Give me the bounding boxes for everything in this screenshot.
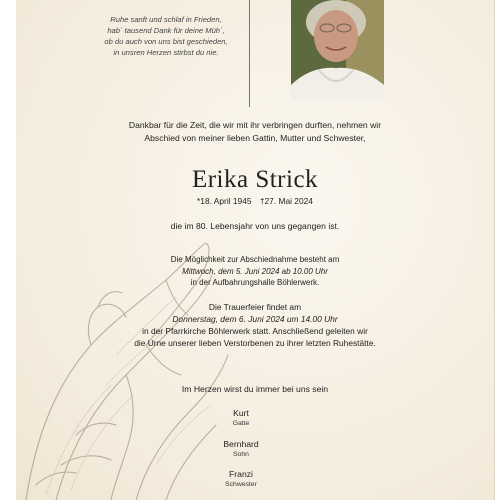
divider-line bbox=[249, 0, 250, 107]
farewell-location: in der Aufbahrungshalle Böhlerwerk. bbox=[190, 278, 320, 287]
funeral-urn-line: die Urne unserer lieben Verstorbenen zu ihrer letzten Ruhestätte. bbox=[134, 338, 376, 348]
mourner-role: Gatte bbox=[232, 420, 250, 427]
closing-line: Im Herzen wirst du immer bei uns sein bbox=[181, 384, 329, 394]
intro-line: Dankbar für die Zeit, die wir mit ihr verbringen durften, nehmen wir bbox=[128, 120, 382, 130]
farewell-info bbox=[16, 254, 494, 289]
age-line: die im 80. Lebensjahr von uns gegangen ist. bbox=[170, 221, 340, 231]
mourner bbox=[176, 408, 306, 427]
poem-line: in unsren Herzen stirbst du nie. bbox=[113, 48, 219, 57]
mourner-name: Bernhard bbox=[223, 439, 259, 449]
portrait-photo bbox=[291, 0, 384, 100]
poem-line: Ruhe sanft und schlaf in Frieden, bbox=[110, 15, 222, 24]
intro-line: Abschied von meiner lieben Gattin, Mutter und Schwester, bbox=[144, 132, 366, 143]
mourner bbox=[176, 439, 306, 458]
funeral-date: Donnerstag, dem 6. Juni 2024 um 14.00 Uhr bbox=[172, 314, 338, 324]
farewell-line: Die Möglichkeit zur Abschiednahme besteht am bbox=[170, 255, 340, 264]
intro-text bbox=[16, 119, 494, 144]
mourner-name: Franzi bbox=[229, 469, 253, 479]
obituary-card bbox=[16, 0, 495, 500]
mourner bbox=[176, 469, 306, 488]
mourner-name: Kurt bbox=[233, 408, 249, 418]
funeral-location: in der Pfarrkirche Böhlerwerk statt. Anschließend geleiten wir bbox=[142, 326, 368, 336]
life-dates bbox=[16, 196, 494, 206]
mourner-role: Schwester bbox=[225, 481, 257, 488]
poem-line: ob du auch von uns bist geschieden, bbox=[104, 37, 228, 46]
funeral-line: Die Trauerfeier findet am bbox=[208, 302, 302, 312]
poem-line: hab´ tausend Dank für deine Müh´, bbox=[107, 26, 225, 35]
funeral-info bbox=[16, 301, 494, 349]
farewell-date: Mittwoch, dem 5. Juni 2024 ab 10.00 Uhr bbox=[182, 266, 328, 276]
deceased-name: Erika Strick bbox=[191, 166, 319, 193]
birth-date: *18. April 1945 bbox=[197, 196, 252, 206]
mourner-role: Sohn bbox=[233, 451, 249, 458]
poem bbox=[76, 14, 256, 58]
death-date: †27. Mai 2024 bbox=[259, 196, 313, 206]
